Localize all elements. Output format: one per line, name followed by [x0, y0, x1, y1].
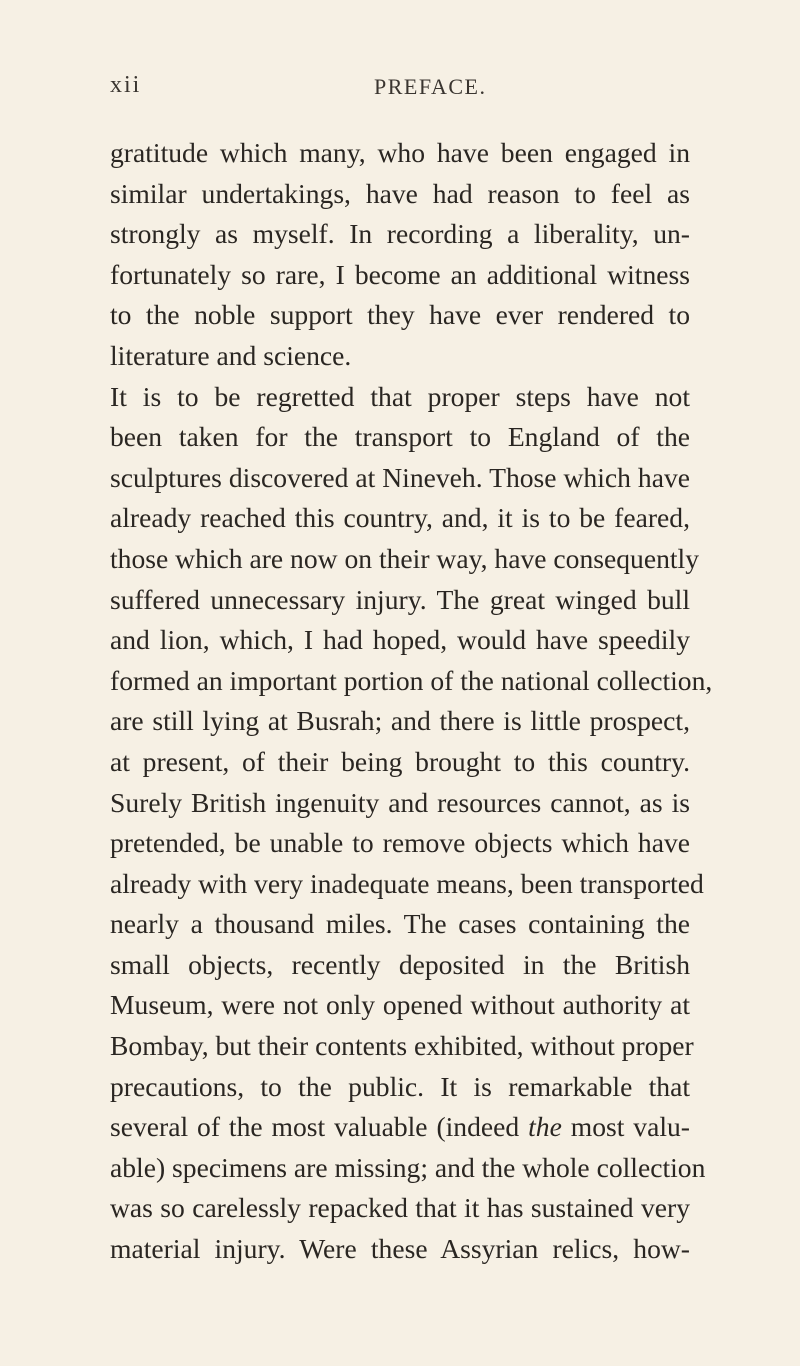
- text-line: literature and science.: [110, 339, 352, 371]
- text-line: able) specimens are missing; and the whole collection: [110, 1151, 706, 1183]
- text-line: It is to be regretted that proper steps have not: [110, 380, 690, 412]
- text-line: been taken for the transport to England of the: [110, 421, 690, 453]
- text-line: fortunately so rare, I become an additional witness: [110, 258, 690, 290]
- text-line: similar undertakings, have had reason to feel as: [110, 177, 690, 209]
- text-line: already reached this country, and, it is to be feared,: [110, 502, 690, 534]
- text-line: those which are now on their way, have consequently: [110, 542, 699, 574]
- text-line: suffered unnecessary injury. The great winged bull: [110, 583, 690, 615]
- text-line: small objects, recently deposited in the British: [110, 948, 690, 980]
- text-line: to the noble support they have ever rendered to: [110, 299, 690, 331]
- text-line-with-italic: [110, 1107, 690, 1148]
- text-line: formed an important portion of the national collection,: [110, 664, 713, 696]
- text-line: was so carelessly repacked that it has sustained very: [110, 1192, 690, 1224]
- text-line: pretended, be unable to remove objects which have: [110, 827, 690, 859]
- italic-word: the: [528, 1111, 562, 1143]
- text-line: sculptures discovered at Nineveh. Those which have: [110, 461, 690, 493]
- text-line: and lion, which, I had hoped, would have speedily: [110, 624, 690, 656]
- text-line: nearly a thousand miles. The cases containing the: [110, 908, 690, 940]
- text-line: are still lying at Busrah; and there is little prospect,: [110, 705, 690, 737]
- text-line: gratitude which many, who have been engaged in: [110, 137, 690, 168]
- page-number: xii: [110, 72, 142, 98]
- text-line: already with very inadequate means, been transported: [110, 867, 704, 899]
- running-head: PREFACE.: [374, 74, 487, 99]
- text-segment: several of the most valuable (indeed: [110, 1111, 520, 1143]
- text-line: at present, of their being brought to this country.: [110, 745, 690, 777]
- text-line: Surely British ingenuity and resources cannot, as is: [110, 786, 690, 818]
- body-text: [110, 133, 713, 1270]
- text-line: Bombay, but their contents exhibited, without proper: [110, 1030, 694, 1062]
- text-line: Museum, were not only opened without authority at: [110, 989, 690, 1021]
- text-line: material injury. Were these Assyrian relics, how-: [110, 1233, 690, 1265]
- page-header: [110, 72, 690, 112]
- text-line: precautions, to the public. It is remarkable that: [110, 1070, 690, 1102]
- text-line: strongly as myself. In recording a liberality, un-: [110, 218, 690, 250]
- text-segment: most valu-: [570, 1111, 690, 1143]
